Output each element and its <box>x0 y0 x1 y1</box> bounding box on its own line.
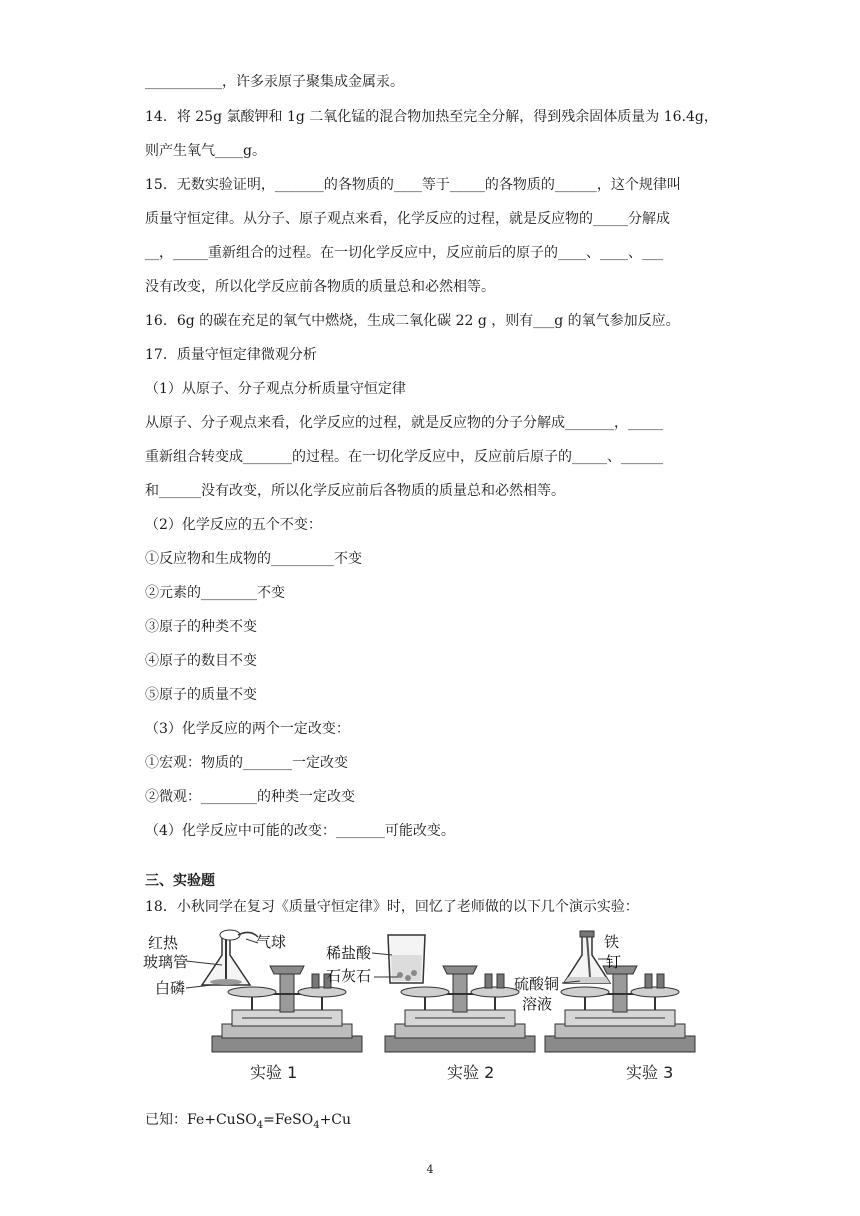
known-suffix: +Cu <box>319 1112 352 1128</box>
question-15-line3: __，_____重新组合的过程。在一切化学反应中，反应前后的原子的____、____、___ <box>145 245 663 261</box>
known-equation <box>145 1110 351 1136</box>
question-17-part3: （3）化学反应的两个一定改变： <box>145 721 350 737</box>
experiment-2 <box>326 935 535 1082</box>
question-17-line: 和______没有改变，所以化学反应前后各物质的质量总和必然相等。 <box>145 483 565 499</box>
label-iron-2: 钉 <box>606 953 622 971</box>
experiment-figure <box>0 925 860 1095</box>
label-balloon: 气球 <box>256 933 287 951</box>
known-mid: =FeSO <box>263 1112 314 1128</box>
label-acid: 稀盐酸 <box>326 944 372 962</box>
question-15-line4: 没有改变，所以化学反应前各物质的质量总和必然相等。 <box>145 279 495 295</box>
question-15-line1: 15．无数实验证明，_______的各物质的____等于_____的各物质的______，这个规律叫 <box>145 177 681 193</box>
page-number: 4 <box>426 1163 434 1176</box>
caption-exp1: 实验 1 <box>250 1063 298 1082</box>
caption-exp2: 实验 2 <box>447 1063 495 1082</box>
subscript: 4 <box>313 1119 320 1131</box>
question-17-part4: （4）化学反应中可能的改变：_______可能改变。 <box>145 823 455 839</box>
label-phosphorus: 白磷 <box>155 979 186 997</box>
question-18: 18．小秋同学在复习《质量守恒定律》时，回忆了老师做的以下几个演示实验： <box>145 899 639 915</box>
question-17-line: 从原子、分子观点来看，化学反应的过程，就是反应物的分子分解成_______，_____ <box>145 415 663 431</box>
label-cuso4-1: 硫酸铜 <box>514 975 560 993</box>
question-16: 16．6g 的碳在充足的氧气中燃烧，生成二氧化碳 22 g ，则有___g 的氧气参加反应。 <box>145 313 680 329</box>
question-14-line1: 14．将 25g 氯酸钾和 1g 二氧化锰的混合物加热至完全分解，得到残余固体质量为 16.4g， <box>145 109 718 125</box>
list-item: ②元素的________不变 <box>145 585 285 601</box>
question-17-part1: （1）从原子、分子观点分析质量守恒定律 <box>145 381 406 397</box>
list-item: ③原子的种类不变 <box>145 619 257 635</box>
label-cuso4-2: 溶液 <box>522 995 553 1013</box>
question-17-part2: （2）化学反应的五个不变： <box>145 517 322 533</box>
question-17-title: 17．质量守恒定律微观分析 <box>145 347 317 363</box>
list-item: ⑤原子的质量不变 <box>145 687 257 703</box>
label-hot-glass-1: 红热 <box>148 934 179 952</box>
question-17-line: 重新组合转变成_______的过程。在一切化学反应中，反应前后原子的_____、______ <box>145 449 663 465</box>
section-title: 三、实验题 <box>145 873 215 889</box>
question-15-line2: 质量守恒定律。从分子、原子观点来看，化学反应的过程，就是反应物的_____分解成 <box>145 211 670 227</box>
label-limestone: 石灰石 <box>326 967 372 985</box>
list-item: ②微观：________的种类一定改变 <box>145 789 355 805</box>
text-line: ___________，许多汞原子聚集成金属汞。 <box>145 74 404 90</box>
list-item: ①反应物和生成物的_________不变 <box>145 551 362 567</box>
subscript: 4 <box>256 1119 264 1131</box>
known-prefix: 已知：Fe+CuSO <box>145 1112 257 1128</box>
label-hot-glass-2: 玻璃管 <box>143 953 189 971</box>
question-14-line2: 则产生氧气____g。 <box>145 143 266 159</box>
label-iron-1: 铁 <box>604 933 620 951</box>
experiment-3 <box>514 931 695 1082</box>
list-item: ④原子的数目不变 <box>145 653 257 669</box>
list-item: ①宏观：物质的_______一定改变 <box>145 755 348 771</box>
caption-exp3: 实验 3 <box>626 1063 674 1082</box>
